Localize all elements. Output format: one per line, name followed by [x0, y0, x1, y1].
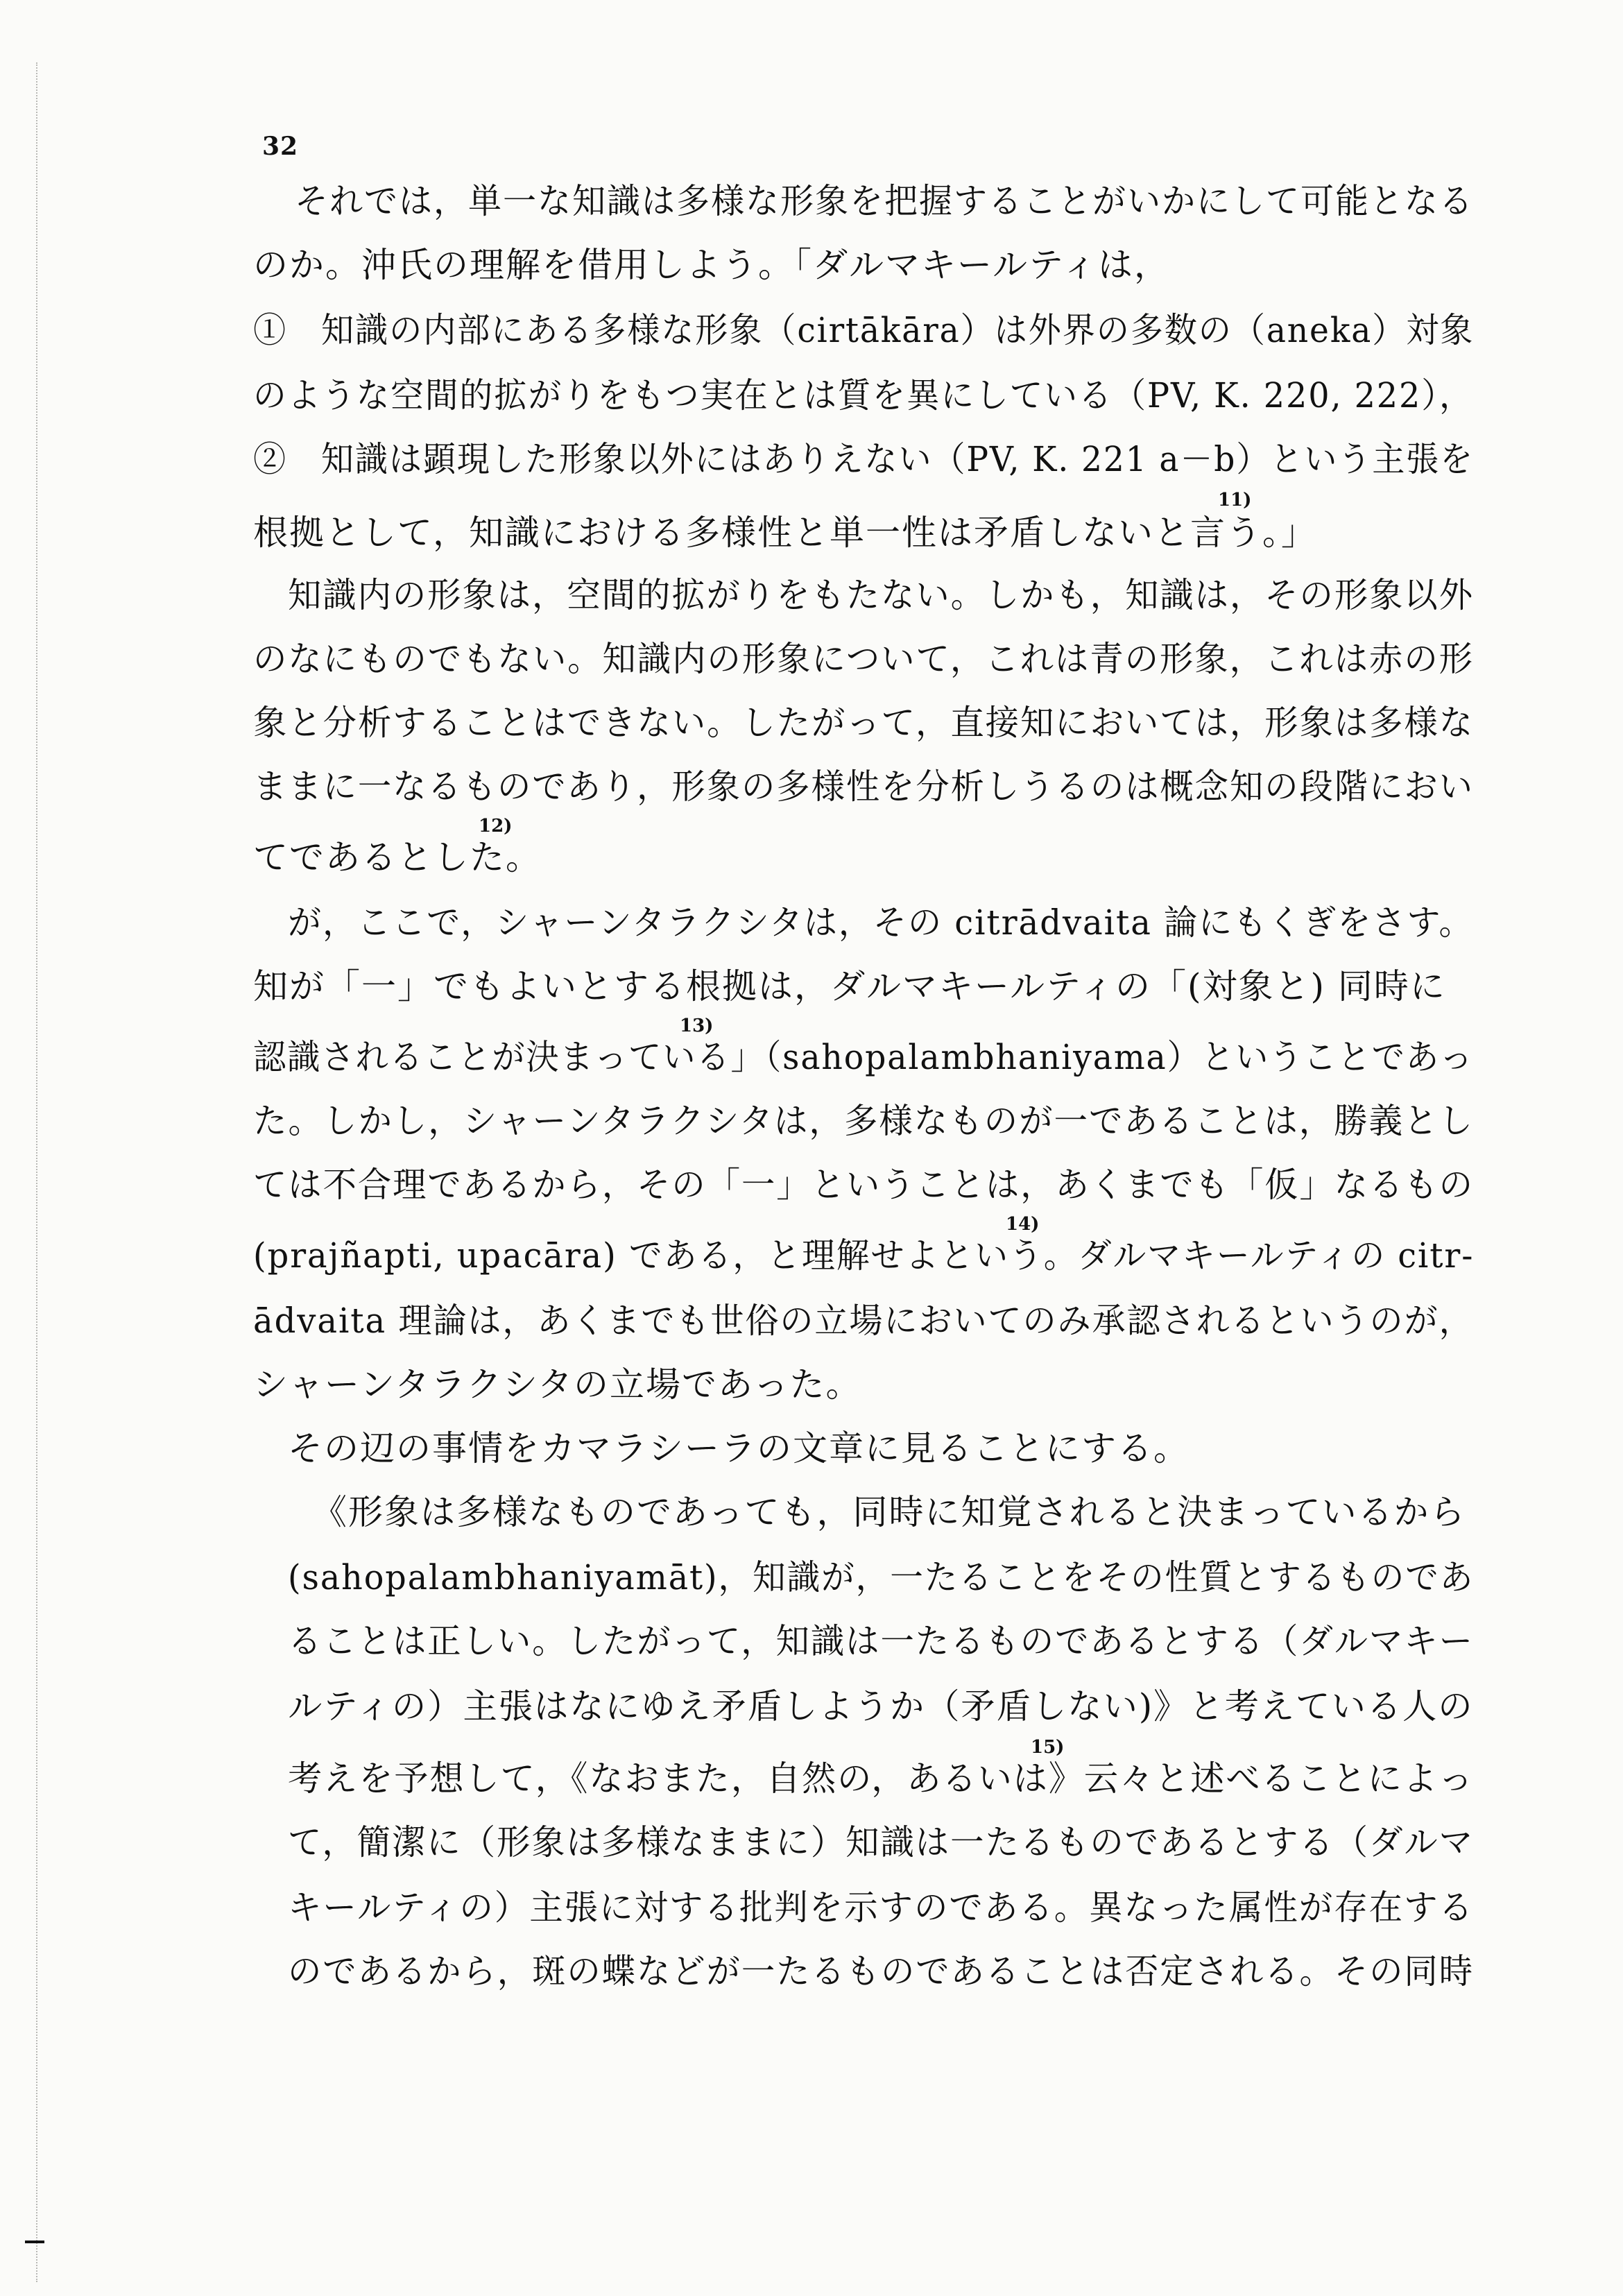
margin-mark — [25, 2241, 44, 2243]
text-line: が，ここで，シャーンタラクシタは，その citrādvaita 論にもくぎをさす。 — [288, 902, 1474, 943]
text-line: ① 知識の内部にある多様な形象（cirtākāra）は外界の多数の（aneka）対象 — [253, 310, 1475, 350]
text-line: ādvaita 理論は，あくまでも世俗の立場においてのみ承認されるというのが， — [253, 1301, 1474, 1341]
text-line: 知識内の形象は，空間的拡がりをもたない。しかも，知識は，その形象以外 — [288, 575, 1475, 615]
text-line: それでは，単一な知識は多様な形象を把握することがいかにして可能となる — [295, 181, 1474, 221]
text-line: 認識されることが決まっている」（sahopalambhaniyama）ということであっ — [253, 1037, 1474, 1077]
text-line: ② 知識は顕現した形象以外にはありえない（PV, K. 221 a－b）という主張を — [253, 439, 1475, 479]
page-number: 32 — [262, 132, 299, 161]
text-line: 根拠として，知識における多様性と単一性は矛盾しないと言う。」 — [253, 513, 1317, 553]
text-line: てであるとした。 — [253, 837, 542, 877]
text-line: 《形象は多様なものであっても，同時に知覚されると決まっているから — [312, 1492, 1466, 1532]
text-line: のような空間的拡がりをもつ実在とは質を異にしている（PV, K. 220, 222）， — [253, 375, 1474, 415]
text-line: のであるから，斑の蝶などが一たるものであることは否定される。その同時 — [288, 1951, 1475, 1991]
footnote-marker: 13) — [680, 1016, 714, 1036]
footnote-marker: 15) — [1031, 1737, 1065, 1758]
footnote-marker: 12) — [479, 816, 513, 837]
text-line: 象と分析することはできない。したがって，直接知においては，形象は多様な — [253, 703, 1475, 743]
text-line: ままに一なるものであり，形象の多様性を分析しうるのは概念知の段階におい — [253, 766, 1474, 807]
text-line: て，簡潔に（形象は多様なままに）知識は一たるものであるとする（ダルマ — [288, 1822, 1474, 1862]
text-line: た。しかし，シャーンタラクシタは，多様なものが一であることは，勝義とし — [253, 1101, 1474, 1141]
text-line: (prajñapti, upacāra) である，と理解せよという。ダルマキールティの citr- — [253, 1235, 1475, 1276]
text-line: シャーンタラクシタの立場であった。 — [253, 1364, 862, 1405]
footnote-marker: 14) — [1006, 1214, 1040, 1235]
text-line: (sahopalambhaniyamāt)，知識が，一たることをその性質とするものであ — [288, 1557, 1475, 1597]
text-line: のなにものでもない。知識内の形象について，これは青の形象，これは赤の形 — [253, 639, 1475, 679]
binding-edge-dots — [36, 62, 37, 2282]
text-line: ることは正しい。したがって，知識は一たるものであるとする（ダルマキー — [288, 1621, 1474, 1661]
footnote-marker: 11) — [1218, 490, 1252, 511]
text-line: のか。沖氏の理解を借用しよう。「ダルマキールティは， — [253, 245, 1170, 285]
text-line: キールティの）主張に対する批判を示すのである。異なった属性が存在する — [288, 1887, 1474, 1928]
text-line: その辺の事情をカマラシーラの文章に見ることにする。 — [288, 1428, 1190, 1468]
text-line: ては不合理であるから，その「一」ということは，あくまでも「仮」なるもの — [253, 1165, 1474, 1205]
text-line: ルティの）主張はなにゆえ矛盾しようか（矛盾しない)》と考えている人の — [288, 1686, 1474, 1727]
text-line: 知が「一」でもよいとする根拠は，ダルマキールティの「(対象と) 同時に — [253, 966, 1446, 1006]
text-line: 考えを予想して，《なおまた，自然の，あるいは》云々と述べることによっ — [288, 1758, 1475, 1799]
